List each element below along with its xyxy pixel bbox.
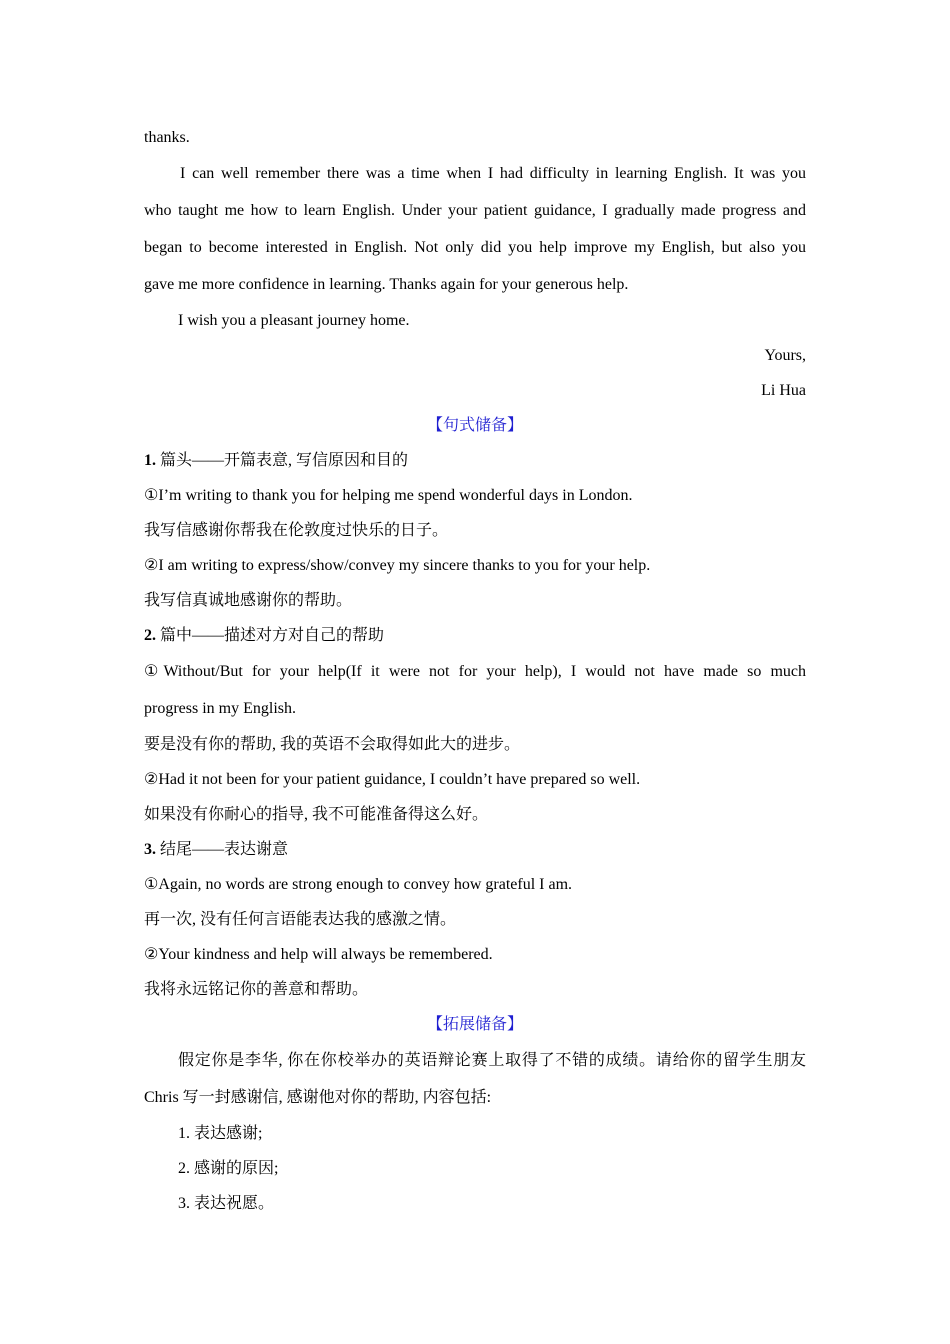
example-sentence-zh: 我将永远铭记你的善意和帮助。	[144, 981, 369, 998]
letter-paragraph-line: gave me more confidence in learning. Thanks again for your generous help.	[144, 276, 629, 293]
expansion-point: 1. 表达感谢;	[178, 1125, 263, 1142]
expansion-prompt-line: 假定你是李华, 你在你校举办的英语辩论赛上取得了不错的成绩。请给你的留学生朋友	[178, 1052, 806, 1069]
example-sentence-en: ①Without/But for your help(If it were not for your help), I would not have made so much	[144, 663, 806, 680]
example-sentence-en: ②I am writing to express/show/convey my sincere thanks to you for your help.	[144, 557, 651, 574]
example-sentence-zh: 要是没有你的帮助, 我的英语不会取得如此大的进步。	[144, 736, 521, 753]
section-number: 1.	[144, 452, 156, 469]
example-sentence-zh: 如果没有你耐心的指导, 我不可能准备得这么好。	[144, 806, 489, 823]
letter-paragraph-line: I can well remember there was a time when I had difficulty in learning English. It was you	[180, 165, 806, 182]
example-sentence-en: ①I’m writing to thank you for helping me spend wonderful days in London.	[144, 487, 633, 504]
sentence-bank-heading: 【句式储备】	[426, 417, 523, 434]
section-title	[144, 618, 806, 653]
letter-paragraph-line: who taught me how to learn English. Under your patient guidance, I gradually made progress and	[144, 202, 806, 219]
section-title	[144, 832, 806, 867]
letter-signature: Li Hua	[761, 382, 806, 399]
section-number: 2.	[144, 627, 156, 644]
document-content	[144, 120, 806, 1221]
example-sentence-zh: 我写信感谢你帮我在伦敦度过快乐的日子。	[144, 522, 449, 539]
letter-paragraph	[144, 155, 806, 303]
letter-wish: I wish you a pleasant journey home.	[178, 312, 410, 329]
expansion-heading: 【拓展储备】	[426, 1016, 523, 1033]
example-sentence-zh: 再一次, 没有任何言语能表达我的感激之情。	[144, 911, 457, 928]
example-sentence-en: ②Had it not been for your patient guidance, I couldn’t have prepared so well.	[144, 771, 641, 788]
section-title-text: 篇中——描述对方对自己的帮助	[156, 627, 385, 644]
expansion-prompt-line: Chris 写一封感谢信, 感谢他对你的帮助, 内容包括:	[144, 1089, 492, 1106]
example-sentence-zh: 我写信真诚地感谢你的帮助。	[144, 592, 353, 609]
section-title-text: 篇头——开篇表意, 写信原因和目的	[156, 452, 409, 469]
section-number: 3.	[144, 841, 156, 858]
letter-paragraph-line: began to become interested in English. Not only did you help improve my English, but also you	[144, 239, 806, 256]
section-title-text: 结尾——表达谢意	[156, 841, 289, 858]
example-sentence-en: ①Again, no words are strong enough to convey how grateful I am.	[144, 876, 573, 893]
expansion-point: 3. 表达祝愿。	[178, 1195, 275, 1212]
letter-closing: Yours,	[764, 347, 806, 364]
example-sentence-en: progress in my English.	[144, 700, 296, 717]
letter-line-thanks: thanks.	[144, 129, 190, 146]
section-title	[144, 443, 806, 478]
expansion-point: 2. 感谢的原因;	[178, 1160, 279, 1177]
example-sentence-en: ②Your kindness and help will always be remembered.	[144, 946, 493, 963]
